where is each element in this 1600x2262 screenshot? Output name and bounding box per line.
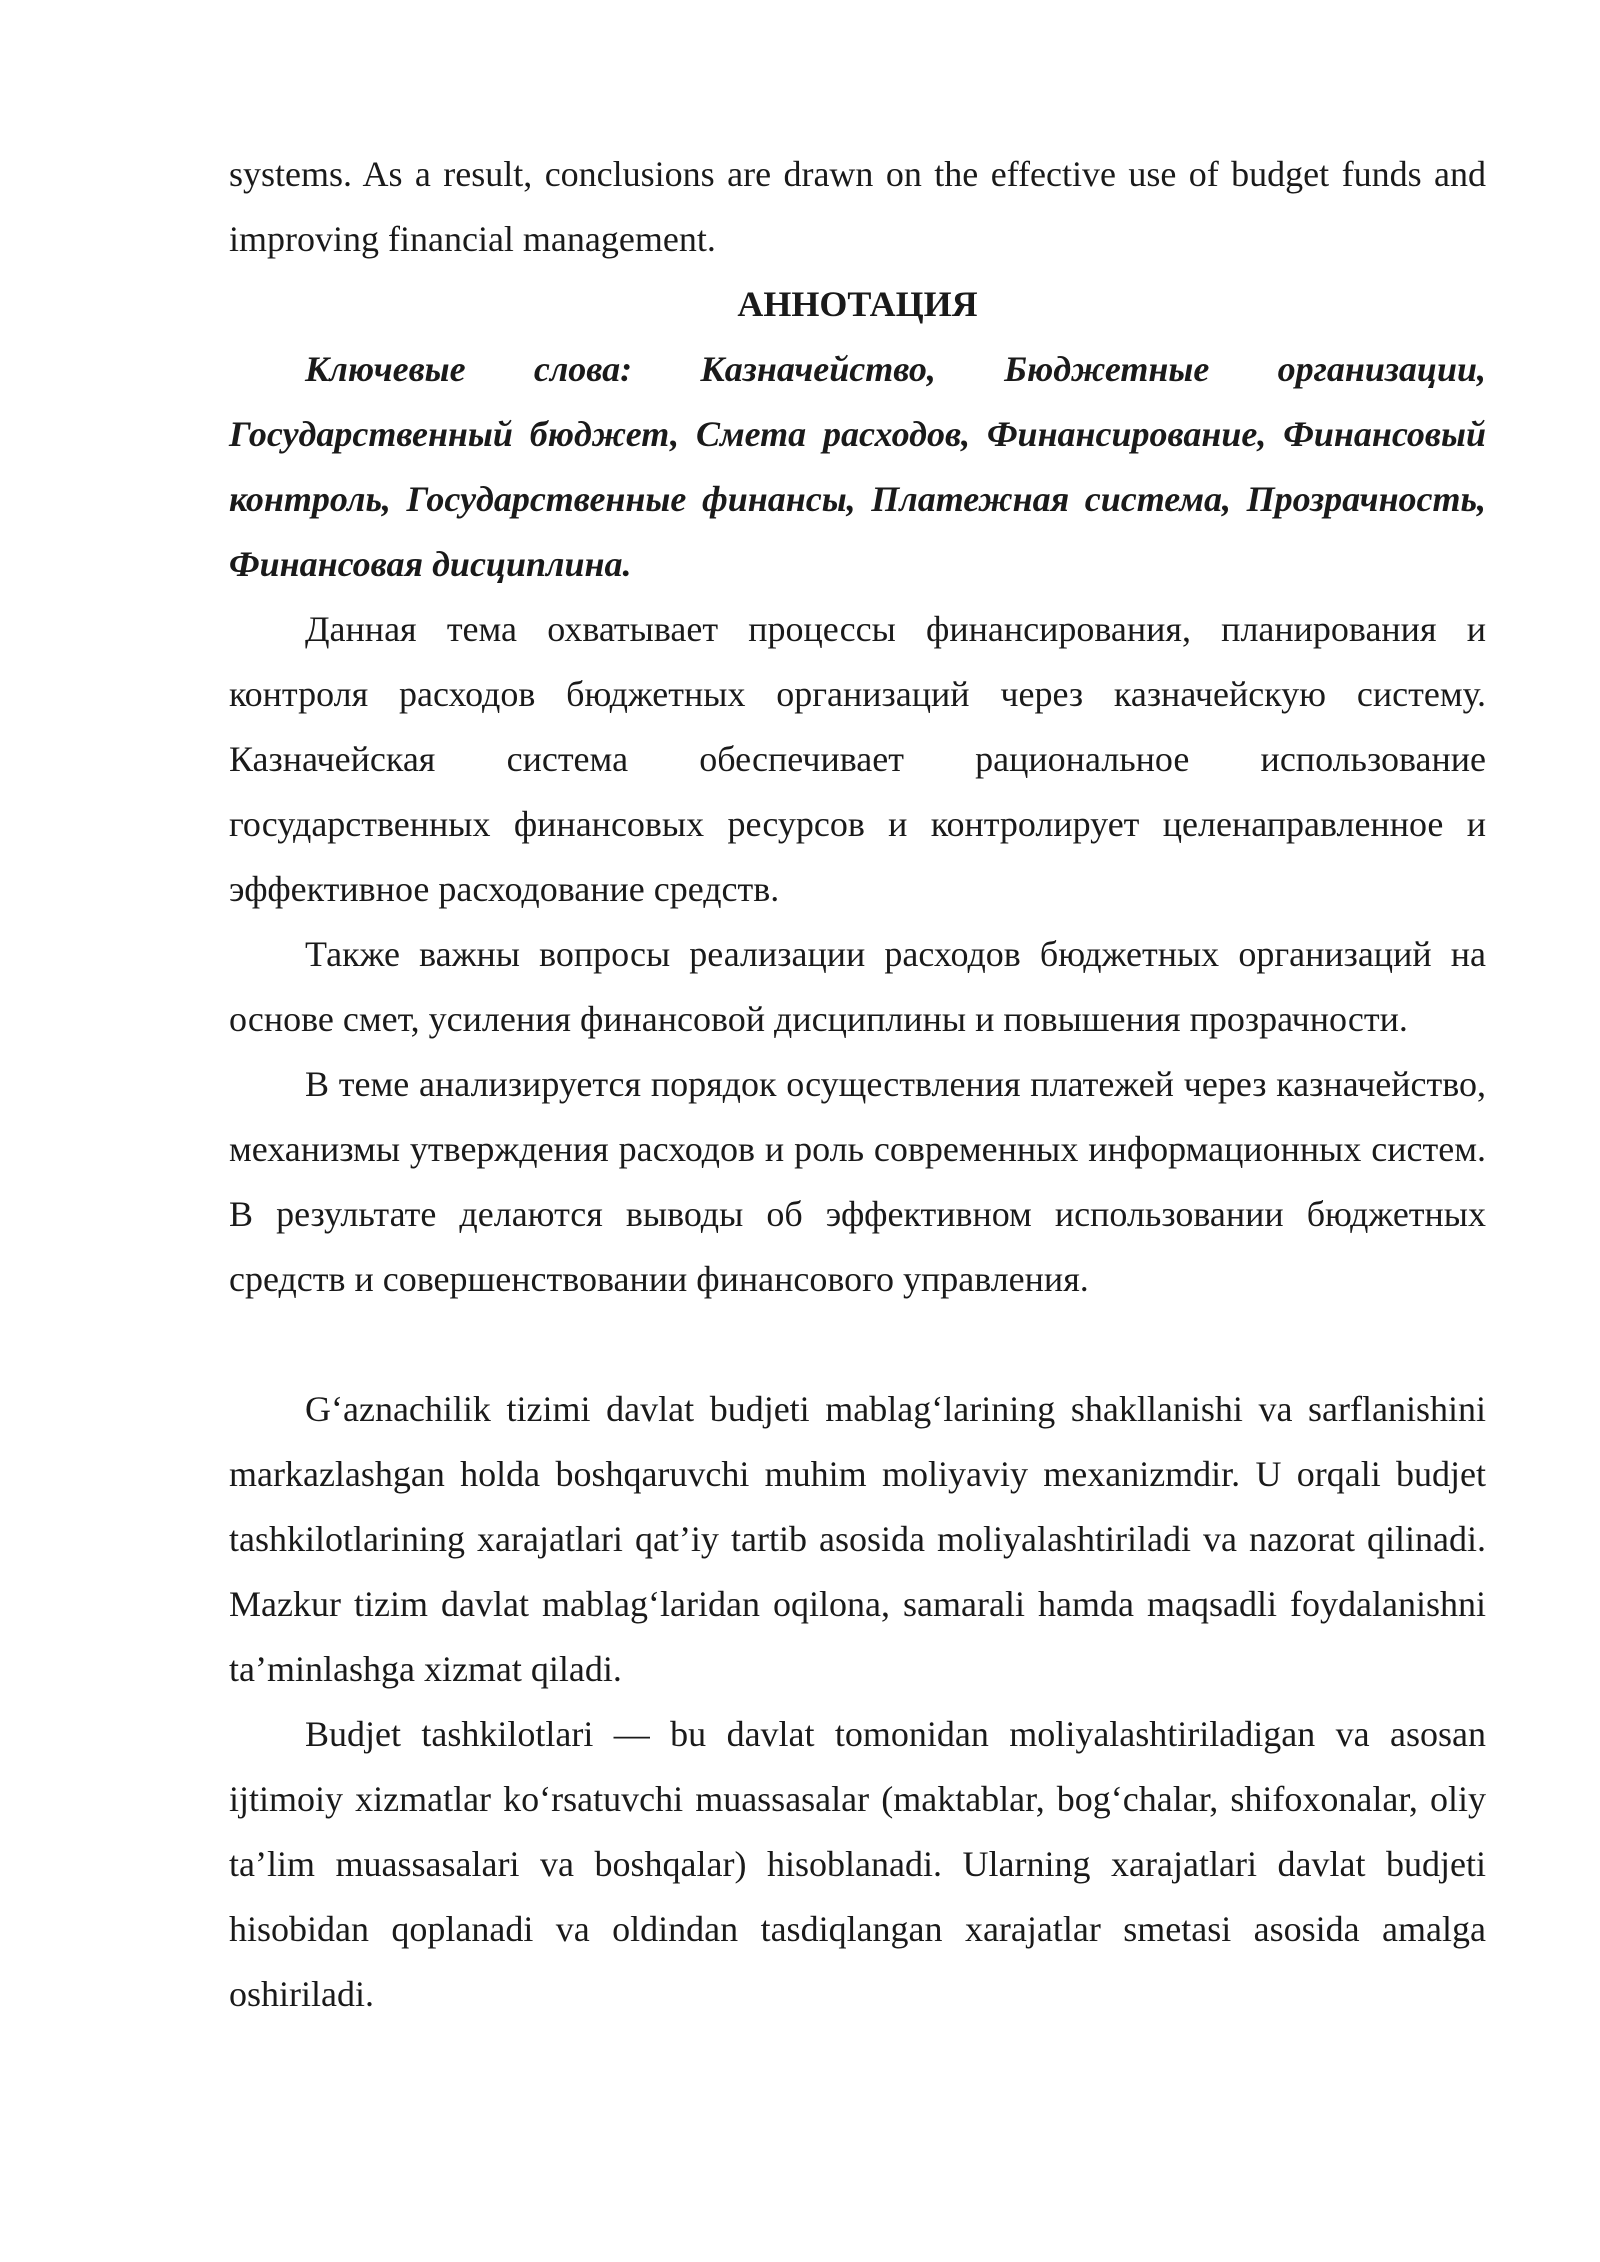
body-paragraph-2: Budjet tashkilotlari — bu davlat tomonidan moliyalashtiriladigan va asosan ijtimoiy xizmatlar ko‘rsatuvchi muassasalar (maktablar, bog‘chalar, shifoxonalar, oliy ta’lim muassasalari va boshqalar) hisoblanadi. Ularning xarajatlari davlat budjeti hisobidan qoplanadi va oldindan tasdiqlangan xarajatlar smetasi asosida amalga oshiriladi. bbox=[229, 1714, 1486, 2014]
keywords-paragraph: Ключевые слова: Казначейство, Бюджетные организации, Государственный бюджет, Смета расходов, Финансирование, Финансовый контроль, Государственные финансы, Платежная система, Прозрачность, Финансовая дисциплина. bbox=[229, 349, 1486, 584]
annotation-paragraph-3: В теме анализируется порядок осуществления платежей через казначейство, механизмы утверждения расходов и роль современных информационных систем. В результате делаются выводы об эффективном использовании бюджетных средств и совершенствовании финансового управления. bbox=[229, 1064, 1486, 1299]
annotation-paragraph-1: Данная тема охватывает процессы финансирования, планирования и контроля расходов бюджетных организаций через казначейскую систему. Казначейская система обеспечивает рациональное использование государственных финансовых ресурсов и контролирует целенаправленное и эффективное расходование средств. bbox=[229, 609, 1486, 909]
annotation-heading: АННОТАЦИЯ bbox=[737, 284, 978, 324]
section-spacer bbox=[229, 1312, 1486, 1377]
intro-paragraph-tail: systems. As a result, conclusions are drawn on the effective use of budget funds and improving financial management. bbox=[229, 154, 1486, 259]
annotation-paragraph-2: Также важны вопросы реализации расходов бюджетных организаций на основе смет, усиления финансовой дисциплины и повышения прозрачности. bbox=[229, 934, 1486, 1039]
document-body bbox=[229, 142, 1486, 2027]
body-paragraph-1: G‘aznachilik tizimi davlat budjeti mablag‘larining shakllanishi va sarflanishini markazlashgan holda boshqaruvchi muhim moliyaviy mexanizmdir. U orqali budjet tashkilotlarining xarajatlari qat’iy tartib asosida moliyalashtiriladi va nazorat qilinadi. Mazkur tizim davlat mablag‘laridan oqilona, samarali hamda maqsadli foydalanishni ta’minlashga xizmat qiladi. bbox=[229, 1389, 1486, 1689]
